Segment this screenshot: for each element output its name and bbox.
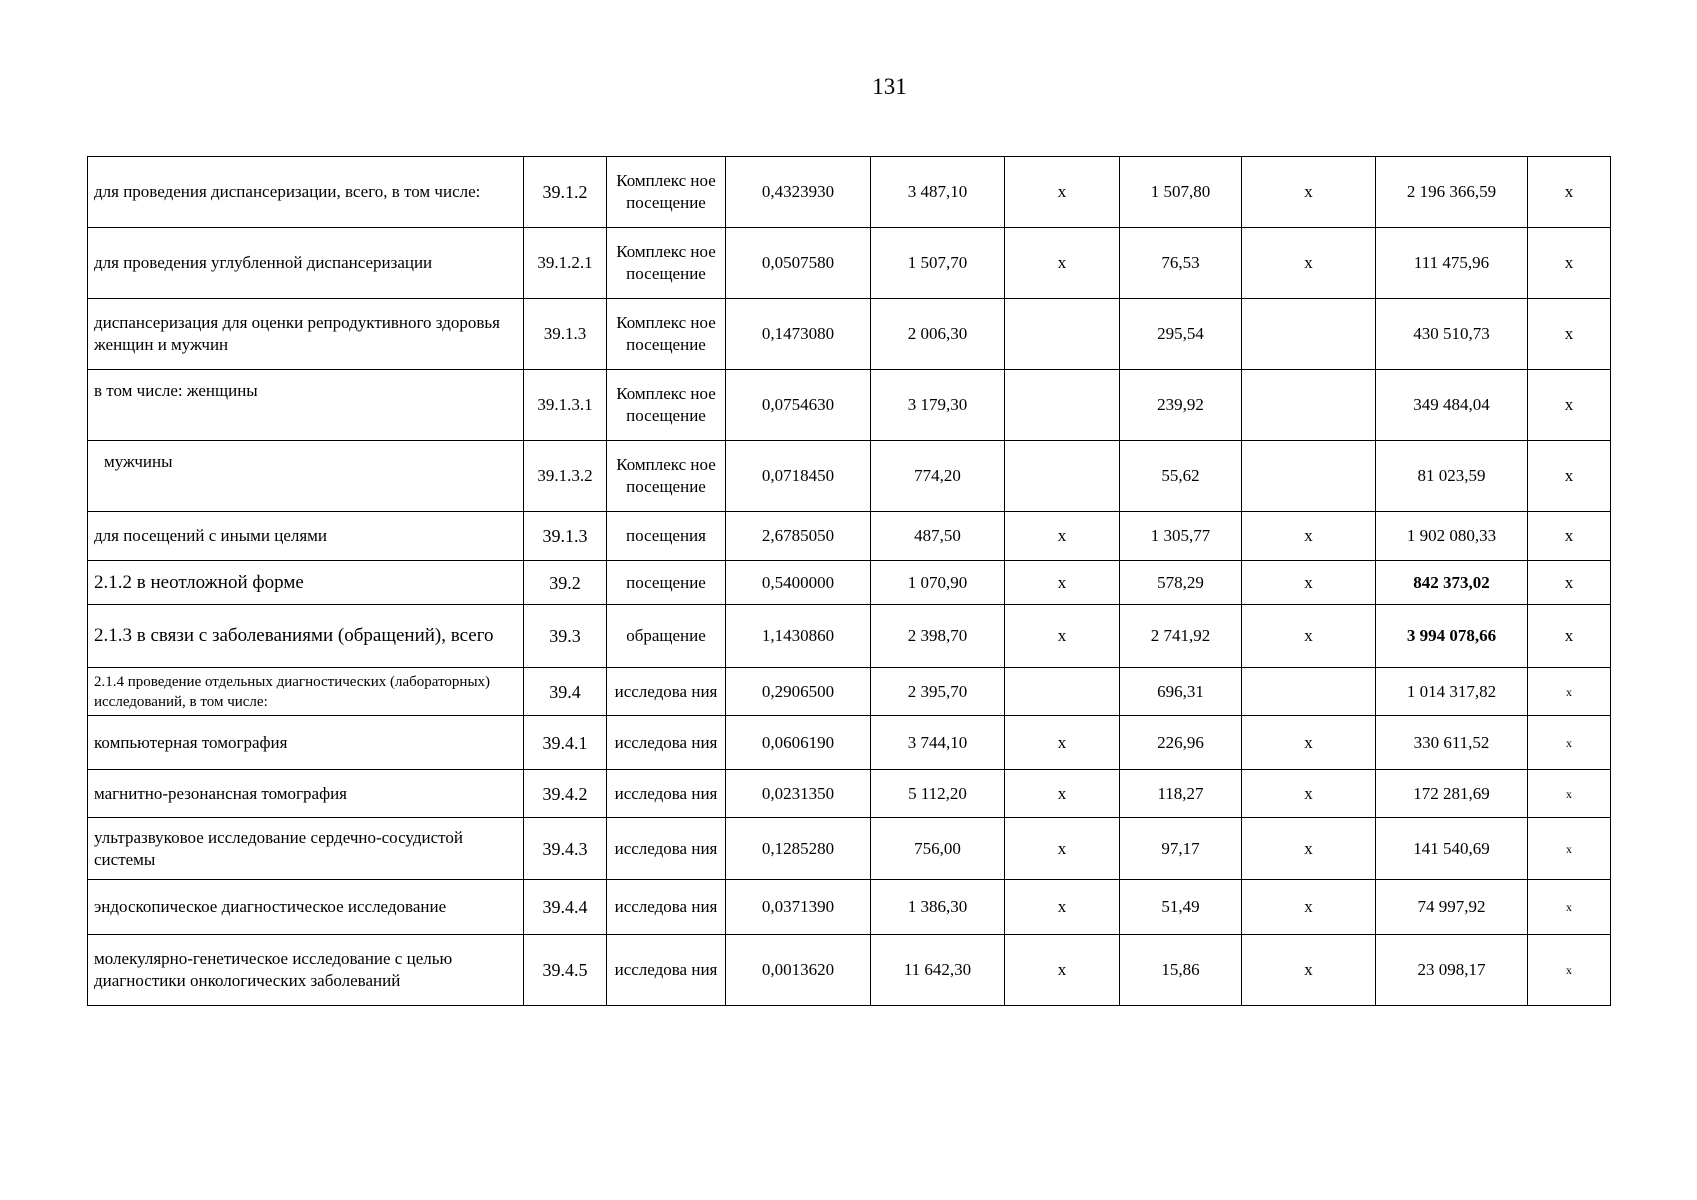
cell-c8: х — [1242, 880, 1376, 935]
cell-c8: х — [1242, 512, 1376, 561]
cell-c7: 295,54 — [1120, 299, 1242, 370]
cell-c5: 756,00 — [871, 818, 1005, 880]
row-code: 39.4.4 — [524, 880, 607, 935]
row-name: в том числе: женщины — [88, 370, 524, 441]
cell-c8 — [1242, 370, 1376, 441]
cell-c7: 239,92 — [1120, 370, 1242, 441]
cell-c4: 0,0754630 — [726, 370, 871, 441]
page-number: 131 — [872, 74, 907, 99]
row-code: 39.1.3.1 — [524, 370, 607, 441]
row-code: 39.1.3.2 — [524, 441, 607, 512]
row-name: 2.1.3 в связи с заболеваниями (обращений), всего — [88, 605, 524, 668]
row-name: мужчины — [88, 441, 524, 512]
cell-c6: х — [1005, 605, 1120, 668]
table-row — [88, 561, 1611, 605]
cell-c7: 696,31 — [1120, 668, 1242, 716]
cell-c9: 1 014 317,82 — [1376, 668, 1528, 716]
cell-c4: 0,0231350 — [726, 770, 871, 818]
cell-c8: х — [1242, 605, 1376, 668]
row-name: диспансеризация для оценки репродуктивного здоровья женщин и мужчин — [88, 299, 524, 370]
table-row — [88, 668, 1611, 716]
cell-c4: 0,0013620 — [726, 935, 871, 1006]
cell-c6: х — [1005, 818, 1120, 880]
row-code: 39.4.5 — [524, 935, 607, 1006]
cell-c9: 430 510,73 — [1376, 299, 1528, 370]
cell-c5: 3 744,10 — [871, 716, 1005, 770]
cell-c5: 11 642,30 — [871, 935, 1005, 1006]
cell-c8: х — [1242, 818, 1376, 880]
cell-c8 — [1242, 441, 1376, 512]
row-unit: исследова ния — [607, 818, 726, 880]
table-row — [88, 228, 1611, 299]
cell-c5: 1 386,30 — [871, 880, 1005, 935]
cell-c7: 76,53 — [1120, 228, 1242, 299]
row-unit: исследова ния — [607, 716, 726, 770]
cell-c4: 0,0371390 — [726, 880, 871, 935]
row-unit: Комплекс ное посещение — [607, 441, 726, 512]
row-name: ультразвуковое исследование сердечно-сосудистой системы — [88, 818, 524, 880]
row-unit: исследова ния — [607, 770, 726, 818]
row-unit: обращение — [607, 605, 726, 668]
cell-c6: х — [1005, 512, 1120, 561]
row-code: 39.1.2.1 — [524, 228, 607, 299]
data-table — [87, 156, 1611, 1006]
cell-c9: 1 902 080,33 — [1376, 512, 1528, 561]
cell-c10: х — [1528, 299, 1611, 370]
row-name: магнитно-резонансная томография — [88, 770, 524, 818]
cell-c4: 0,0606190 — [726, 716, 871, 770]
cell-c8 — [1242, 299, 1376, 370]
cell-c8: х — [1242, 935, 1376, 1006]
cell-c9: 2 196 366,59 — [1376, 157, 1528, 228]
table-row — [88, 935, 1611, 1006]
row-code: 39.4.2 — [524, 770, 607, 818]
cell-c9: 3 994 078,66 — [1376, 605, 1528, 668]
cell-c8: х — [1242, 228, 1376, 299]
cell-c8: х — [1242, 561, 1376, 605]
cell-c10: х — [1528, 716, 1611, 770]
cell-c6: х — [1005, 770, 1120, 818]
row-name: для проведения диспансеризации, всего, в том числе: — [88, 157, 524, 228]
row-unit: исследова ния — [607, 935, 726, 1006]
cell-c4: 0,4323930 — [726, 157, 871, 228]
cell-c5: 5 112,20 — [871, 770, 1005, 818]
cell-c9: 141 540,69 — [1376, 818, 1528, 880]
cell-c7: 97,17 — [1120, 818, 1242, 880]
row-code: 39.2 — [524, 561, 607, 605]
cell-c10: х — [1528, 818, 1611, 880]
row-name: компьютерная томография — [88, 716, 524, 770]
row-name: для проведения углубленной диспансеризации — [88, 228, 524, 299]
cell-c5: 487,50 — [871, 512, 1005, 561]
cell-c7: 1 305,77 — [1120, 512, 1242, 561]
row-name: 2.1.2 в неотложной форме — [88, 561, 524, 605]
cell-c5: 2 006,30 — [871, 299, 1005, 370]
cell-c6: х — [1005, 561, 1120, 605]
cell-c6 — [1005, 441, 1120, 512]
table-row — [88, 818, 1611, 880]
cell-c10: х — [1528, 512, 1611, 561]
cell-c5: 1 507,70 — [871, 228, 1005, 299]
row-unit: Комплекс ное посещение — [607, 370, 726, 441]
cell-c8: х — [1242, 770, 1376, 818]
row-name: молекулярно-генетическое исследование с целью диагностики онкологических заболеваний — [88, 935, 524, 1006]
cell-c8 — [1242, 668, 1376, 716]
cell-c9: 74 997,92 — [1376, 880, 1528, 935]
row-unit: исследова ния — [607, 880, 726, 935]
row-name: для посещений с иными целями — [88, 512, 524, 561]
cell-c10: х — [1528, 770, 1611, 818]
cell-c7: 55,62 — [1120, 441, 1242, 512]
cell-c9: 349 484,04 — [1376, 370, 1528, 441]
cell-c10: х — [1528, 370, 1611, 441]
cell-c9: 172 281,69 — [1376, 770, 1528, 818]
cell-c10: х — [1528, 157, 1611, 228]
table-row — [88, 441, 1611, 512]
cell-c4: 0,0718450 — [726, 441, 871, 512]
cell-c10: х — [1528, 605, 1611, 668]
row-unit: посещение — [607, 561, 726, 605]
table-row — [88, 770, 1611, 818]
cell-c4: 0,0507580 — [726, 228, 871, 299]
table-row — [88, 299, 1611, 370]
cell-c7: 2 741,92 — [1120, 605, 1242, 668]
cell-c6: х — [1005, 880, 1120, 935]
table-row — [88, 605, 1611, 668]
cell-c4: 0,1285280 — [726, 818, 871, 880]
row-name: эндоскопическое диагностическое исследование — [88, 880, 524, 935]
cell-c6: х — [1005, 935, 1120, 1006]
row-unit: Комплекс ное посещение — [607, 299, 726, 370]
cell-c6 — [1005, 370, 1120, 441]
cell-c5: 3 179,30 — [871, 370, 1005, 441]
cell-c4: 0,2906500 — [726, 668, 871, 716]
cell-c7: 51,49 — [1120, 880, 1242, 935]
cell-c6 — [1005, 668, 1120, 716]
cell-c10: х — [1528, 668, 1611, 716]
row-unit: Комплекс ное посещение — [607, 157, 726, 228]
cell-c7: 578,29 — [1120, 561, 1242, 605]
cell-c5: 1 070,90 — [871, 561, 1005, 605]
table-row — [88, 512, 1611, 561]
cell-c10: х — [1528, 228, 1611, 299]
row-unit: посещения — [607, 512, 726, 561]
row-code: 39.1.2 — [524, 157, 607, 228]
row-unit: Комплекс ное посещение — [607, 228, 726, 299]
row-code: 39.1.3 — [524, 512, 607, 561]
row-code: 39.3 — [524, 605, 607, 668]
cell-c4: 0,1473080 — [726, 299, 871, 370]
row-code: 39.1.3 — [524, 299, 607, 370]
cell-c8: х — [1242, 157, 1376, 228]
cell-c9: 842 373,02 — [1376, 561, 1528, 605]
cell-c7: 226,96 — [1120, 716, 1242, 770]
row-unit: исследова ния — [607, 668, 726, 716]
cell-c5: 3 487,10 — [871, 157, 1005, 228]
cell-c4: 0,5400000 — [726, 561, 871, 605]
cell-c6: х — [1005, 157, 1120, 228]
cell-c10: х — [1528, 561, 1611, 605]
cell-c5: 774,20 — [871, 441, 1005, 512]
cell-c5: 2 395,70 — [871, 668, 1005, 716]
row-name: 2.1.4 проведение отдельных диагностических (лабораторных) исследований, в том числе: — [88, 668, 524, 716]
cell-c6: х — [1005, 228, 1120, 299]
row-code: 39.4.3 — [524, 818, 607, 880]
row-code: 39.4.1 — [524, 716, 607, 770]
cell-c9: 111 475,96 — [1376, 228, 1528, 299]
table-row — [88, 716, 1611, 770]
cell-c10: х — [1528, 441, 1611, 512]
cell-c9: 330 611,52 — [1376, 716, 1528, 770]
cell-c9: 81 023,59 — [1376, 441, 1528, 512]
cell-c5: 2 398,70 — [871, 605, 1005, 668]
cell-c7: 15,86 — [1120, 935, 1242, 1006]
table-row — [88, 370, 1611, 441]
cell-c10: х — [1528, 935, 1611, 1006]
cell-c4: 1,1430860 — [726, 605, 871, 668]
cell-c7: 118,27 — [1120, 770, 1242, 818]
cell-c4: 2,6785050 — [726, 512, 871, 561]
cell-c6: х — [1005, 716, 1120, 770]
row-code: 39.4 — [524, 668, 607, 716]
cell-c6 — [1005, 299, 1120, 370]
table-row — [88, 880, 1611, 935]
cell-c10: х — [1528, 880, 1611, 935]
cell-c9: 23 098,17 — [1376, 935, 1528, 1006]
cell-c8: х — [1242, 716, 1376, 770]
table-row — [88, 157, 1611, 228]
cell-c7: 1 507,80 — [1120, 157, 1242, 228]
